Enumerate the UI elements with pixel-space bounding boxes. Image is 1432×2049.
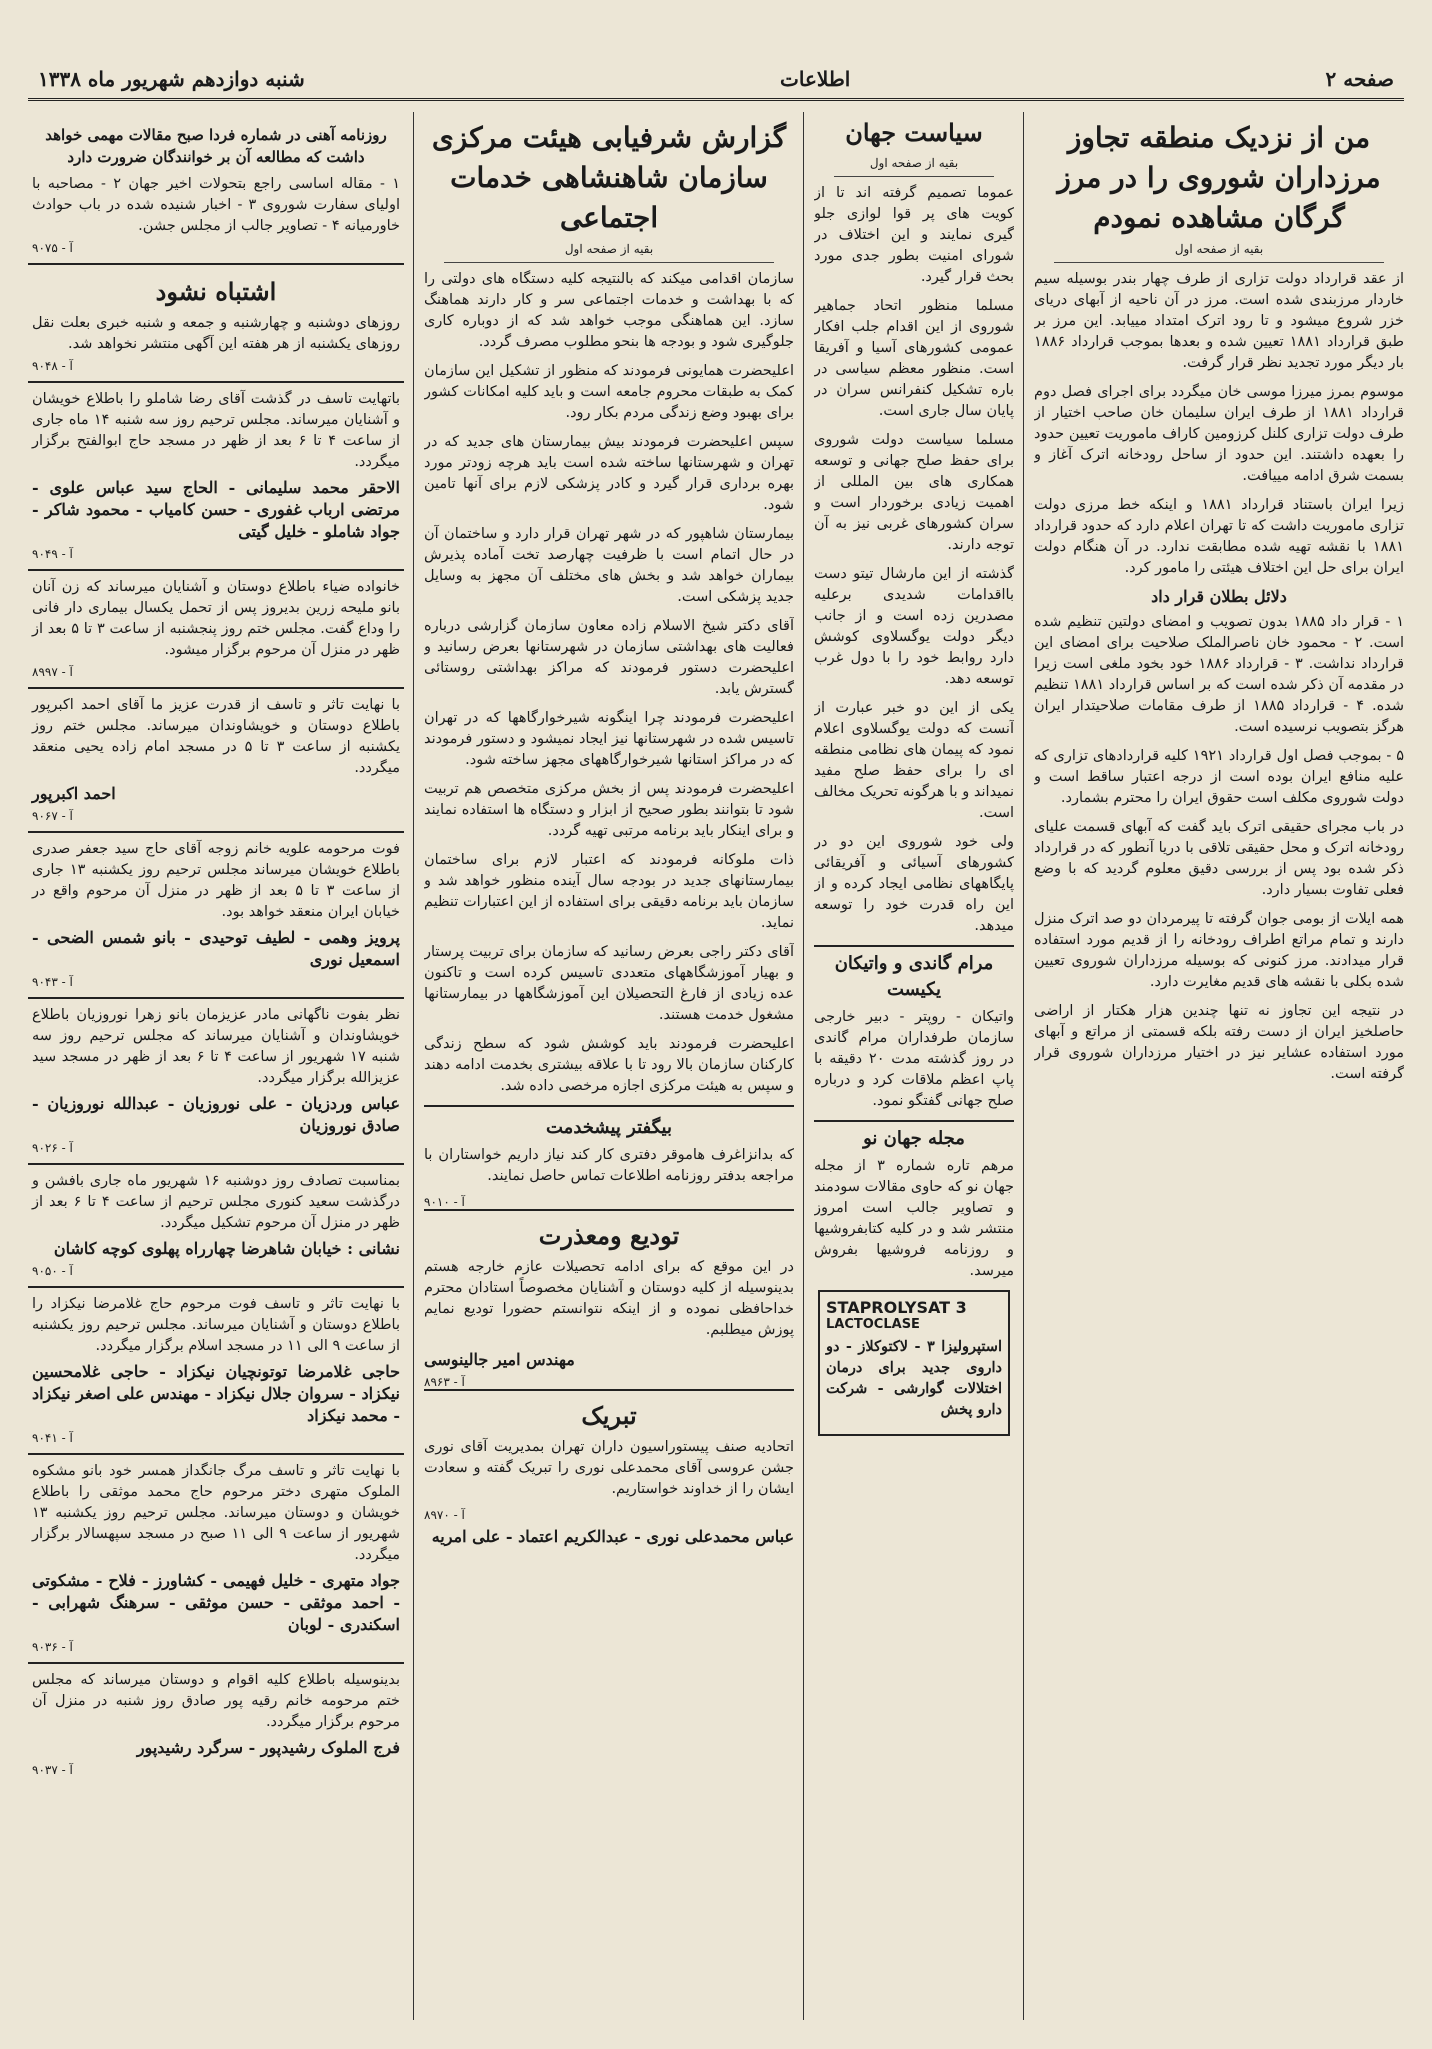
article-paragraph: بیمارستان شاهپور که در شهر تهران قرار دارد و ساختمان آن در حال اتمام است با ظرفیت چهارصد تخت آماده پذیرش بیماران خواهد شد و بخش های مختلف آن مجهز به وسایل جدید پزشکی است. — [424, 526, 794, 605]
article-paragraph: در نتیجه این تجاوز نه تنها چندین هزار هکتار از اراضی حاصلخیز ایران از دست رفته بلکه قسمتی از مراتع و آبهای مورد استفاده عشایر نیز در اختیار مرزداران شوروی قرار گرفته است. — [1034, 1003, 1404, 1082]
notice-text: ۱ - مقاله اساسی راجع بتحولات اخیر جهان ۲ - مصاحبه با اولیای سفارت شوروی ۳ - اخبار شنیده شده در باب حوادث خاورمیانه ۴ - تصاویر جالب از مجلس جشن. — [32, 176, 400, 234]
notice-signature: جواد متهری - خلیل فهیمی - کشاورز - فلاح - مشکوتی - احمد موثقی - حسن موثقی - سرهنگ شهرابی - اسکندری - لوبان — [32, 1571, 400, 1634]
column-divider — [413, 112, 414, 2020]
notice-title: روزنامه آهنی در شماره فردا صبح مقالات مهمی خواهد داشت که مطالعه آن بر خوانندگان ضرورت دارد — [45, 126, 387, 166]
article-paragraph: ولی خود شوروی این دو در کشورهای آسیائی و آفریقائی پایگاههای نظامی ایجاد کرده و از این راه قدرت خود را توسعه میدهد. — [814, 834, 1014, 934]
notice-text: با نهایت تاثر و تاسف فوت مرحوم حاج غلامرضا نیکزاد را باطلاع دوستان و آشنایان میرساند. مجلس ترحیم روز یکشنبه از ساعت ۹ الی ۱۱ در مسجد اسلام برگزار میگردد. — [32, 1296, 400, 1354]
notice-code: ۹۰۶۷ - آ — [32, 809, 73, 823]
farewell-notice — [424, 1209, 794, 1389]
article-paragraph: سپس اعلیحضرت فرمودند بیش بیمارستان های جدید که در تهران و شهرستانها ساخته شده است باید هرچه زودتر مورد بهره برداری قرار گیرد و کادر پزشکی لازم برای آنها تامین شود. — [424, 434, 794, 513]
article-paragraph: اعلیحضرت فرمودند چرا اینگونه شیرخوارگاهها که در تهران تاسیس شده در شهرستانها نیز ایجاد نمیشود و دستور فرمودند که در مراکز استانها شیرخوارگاههای مجهز ساخته شود. — [424, 710, 794, 768]
article-paragraph: واتیکان - روپتر - دبیر خارجی سازمان طرفداران مرام گاندی در روز گذشته مدت ۲۰ دقیقه با پاپ اعظم ملاقات کرد و درباره صلح جهانی گفتگو نمود. — [814, 1009, 1014, 1109]
ad-text: اتحادیه صنف پیستوراسیون داران تهران بمدیریت آقای نوری جشن عروسی آقای محمدعلی نوری را تبریک گفته و سعادت ایشان را از خداوند خواستاریم. — [424, 1439, 794, 1497]
notice-box — [28, 1664, 404, 1785]
ad-text: که بدانزاغرف هاموقر دفتری کار کند نیاز داریم خواستاران با مراجعه بدفتر روزنامه اطلاعات تماس حاصل نمایند. — [424, 1147, 794, 1184]
magazine-headline: مجله جهان نو — [814, 1120, 1014, 1156]
notice-signature: عباس وردزیان - علی نوروزیان - عبدالله نوروزیان - صادق نوروزیان — [32, 1094, 400, 1135]
job-advertisement — [424, 1105, 794, 1209]
notice-code: ۹۰۲۶ - آ — [32, 1141, 73, 1155]
notice-signature: احمد اکبرپور — [32, 784, 116, 803]
article-paragraph: زیرا ایران باستناد قرارداد ۱۸۸۱ و اینکه خط مرزی دولت تزاری ماموریت داشت که تا تهران اعلام دارد که حدود قرارداد ۱۸۸۱ با نقشه تهیه شده مطابقت ندارد. در آن هنگام دولت ایران برای حل این اختلاف هیئتی را مامور کرد. — [1034, 497, 1404, 576]
article-paragraph: مسلما منظور اتحاد جماهیر شوروی از این اقدام جلب افکار عمومی کشورهای آسیا و آفریقا است. منظور معظم سیاسی در باره تشکیل کنفرانس سران در پایان سال جاری است. — [814, 298, 1014, 419]
notice-code: ۹۰۴۳ - آ — [32, 975, 73, 989]
column-lead-story — [1034, 112, 1404, 2020]
article-paragraph: آقای دکتر شیخ الاسلام زاده معاون سازمان گزارشی درباره فعالیت های بهداشتی سازمان در شهرستانها بعرض رسانید و اعلیحضرت دستور فرمودند که مراکز بهداشتی روستائی گسترش یابد. — [424, 618, 794, 697]
ad-title: تبریک — [581, 1401, 637, 1430]
column-divider — [803, 112, 804, 2020]
continued-note: بقیه از صفحه اول — [1054, 240, 1384, 263]
world-politics-headline: سیاست جهان — [845, 118, 983, 147]
notice-code: ۹۰۷۵ - آ — [32, 241, 73, 255]
article-paragraph: ۵ - بموجب فصل اول قرارداد ۱۹۲۱ کلیه قراردادهای تزاری که علیه منافع ایران بوده است از درجه اعتبار ساقط است و دولت شوروی مکلف است حقوق ایران را محترم بشمارد. — [1034, 748, 1404, 806]
notice-box — [28, 1165, 404, 1288]
article-paragraph: اعلیحضرت همایونی فرمودند که منظور از تشکیل این سازمان کمک به طبقات محروم جامعه است و باید کلیه امکانات کشور برای بهبود وضع زندگی مردم بکار رود. — [424, 363, 794, 421]
article-paragraph: همه ایلات از بومی جوان گرفته تا پیرمردان دو صد اترک منزل دارند و تمام مراتع اطراف رودخانه را از قدیم مورد استفاده قرار میدادند. مرز کنونی که بوسیله مرزداران شوروی تعیین شده بکلی با نقشه های قدیم مغایرت دارد. — [1034, 911, 1404, 990]
article-paragraph: ذات ملوکانه فرمودند که اعتبار لازم برای ساختمان بیمارستانهای جدید در بودجه سال آینده منظور خواهد شد و سازمان باید برنامه دقیقی برای استفاده از این اعتبارات تنظیم نماید. — [424, 852, 794, 931]
ad-text: استپرولیزا ۳ - لاکتوکلاز - دو داروی جدید برای درمان اختلالات گوارشی - شرکت دارو پخش — [826, 1338, 1002, 1418]
article-paragraph: عموما تصمیم گرفته اند تا از کویت های پر قوا لوازی جلو گیری نمایند و این اختلاف در شورای امنیت بطور جدی مورد بحث قرار گیرد. — [814, 185, 1014, 285]
ad-text: در این موقع که برای ادامه تحصیلات عازم خارجه هستم بدینوسیله از کلیه دوستان و آشنایان مخصوصاً استادان محترم خداحافظی نموده و از اینکه نتوانستم حضورا تودیع نمایم پوزش میطلبم. — [424, 1259, 794, 1338]
notice-title: اشتباه نشود — [155, 277, 277, 306]
notice-box — [28, 383, 404, 571]
notice-text: با نهایت تاثر و تاسف مرگ جانگداز همسر خود بانو مشکوه الملوک متهری دختر مرحوم حاج محمد موثقی را باطلاع خویشان و دوستان میرساند. مجلس ترحیم روز یکشنبه ۱۳ شهریور از ساعت ۹ الی ۱۱ صبح در مسجد سپهسالار برگزار میگردد. — [32, 1463, 400, 1563]
continued-note: بقیه از صفحه اول — [444, 240, 774, 263]
notice-code: ۹۰۳۶ - آ — [32, 1640, 73, 1654]
article-paragraph: موسوم بمرز میرزا موسی خان میگردد برای اجرای فصل دوم قرارداد ۱۸۸۱ از طرف ایران سلیمان خان صاحب اختیار از طرف دولت تزاری کلنل کرزومین کاراف ماموریت تعیین حدود را بعهده داشتند. این حدود از ساحل رودخانه اترک آغاز و بسمت شرق ادامه مییافت. — [1034, 384, 1404, 484]
article-paragraph: مرهم تاره شماره ۳ از مجله جهان نو که حاوی مقالات سودمند و تصاویر جالب است امروز منتشر شد و در کلیه کتابفروشیها و روزنامه فروشیها بفروش میرسد. — [814, 1158, 1014, 1279]
notice-code: ۹۰۳۷ - آ — [32, 1763, 73, 1777]
notice-text: فوت مرحومه علویه خانم زوجه آقای حاج سید جعفر صدری باطلاع خویشان میرساند مجلس ترحیم روز یکشنبه ۱۳ جاری از ساعت ۳ تا ۵ بعد از ظهر در منزل آن مرحوم واقع در خیابان ایران منعقد خواهد بود. — [32, 841, 401, 920]
column-social-services — [424, 112, 794, 2020]
notice-box — [28, 1455, 404, 1664]
column-world-politics — [814, 112, 1014, 2020]
newspaper-page — [28, 60, 1404, 2020]
continued-note: بقیه از صفحه اول — [834, 154, 994, 177]
notice-signature: پرویز وهمی - لطیف توحیدی - بانو شمس الضحی - اسمعیل نوری — [32, 928, 400, 969]
social-services-headline: گزارش شرفیابی هیئت مرکزی سازمان شاهنشاهی خدمات اجتماعی — [431, 121, 787, 234]
notice-box — [28, 999, 404, 1165]
article-paragraph: آقای دکتر راجی بعرض رسانید که سازمان برای تربیت پرستار و بهیار آموزشگاههای متعددی تاسیس کرده است و تاکنون عده زیادی از فارغ التحصیلان این آموزشگاهها در بیمارستانها مشغول خدمت هستند. — [424, 944, 794, 1023]
notice-box — [28, 112, 404, 265]
ad-code: ۹۰۱۰ - آ — [424, 1195, 465, 1209]
notice-text: بمناسبت تصادف روز دوشنبه ۱۶ شهریور ماه جاری بافشن و درگذشت سعید کنوری مجلس ترحیم از ساعت ۴ تا ۶ بعد از ظهر در منزل آن مرحوم تشکیل میگردد. — [32, 1173, 400, 1231]
lead-headline: من از نزدیک منطقه تجاوز مرزداران شوروی را در مرز گرگان مشاهده نمودم — [1057, 121, 1381, 234]
newspaper-name: اطلاعات — [780, 67, 851, 91]
article-paragraph: سازمان اقدامی میکند که بالنتیجه کلیه دستگاه های دولتی را که با بهداشت و خدمات اجتماعی سر و کار دارند هماهنگ سازد. این هماهنگی موجب خواهد شد که از دوباره کاری جلوگیری شود و بودجه ها بنحو مطلوب مصرف گردد. — [424, 271, 794, 350]
article-paragraph: اعلیحضرت فرمودند پس از بخش مرکزی متخصص هم تربیت شود تا بتوانند بطور صحیح از ابزار و دستگاه ها استفاده نمایند و برای اینکار باید برنامه مرتبی تهیه گردد. — [424, 781, 794, 839]
notice-text: باتهایت تاسف در گذشت آقای رضا شاملو را باطلاع خویشان و آشنایان میرساند. مجلس ترحیم روز سه شنبه ۱۴ ماه جاری از ساعت ۴ تا ۶ بعد از ظهر در مسجد حاج ابوالفتح برگزار میگردد. — [32, 391, 401, 470]
congratulation-notice — [424, 1389, 794, 1548]
masthead — [28, 60, 1404, 101]
notice-box — [28, 833, 404, 999]
notice-text: بدینوسیله باطلاع کلیه اقوام و دوستان میرساند که مجلس ختم مرحومه خانم رقیه پور صادق روز شنبه در منزل آن مرحوم برگزار میگردد. — [32, 1672, 400, 1730]
product-name-latin-2: LACTOCLASE — [826, 1317, 920, 1332]
notice-signature: حاجی غلامرضا توتونچیان نیکزاد - حاجی غلامحسین نیکزاد - سروان جلال نیکزاد - مهندس علی اصغر نیکزاد - محمد نیکزاد — [32, 1362, 400, 1425]
pharma-advertisement — [818, 1290, 1010, 1436]
article-paragraph: از عقد قرارداد دولت تزاری از طرف چهار بندر بوسیله سیم خاردار مرزبندی شده است. مرز در آن ناحیه از آبهای دریای خزر شروع میشود و تا رود اترک امتداد مییابد. این مرز بر طبق قرارداد ۱۸۸۱ تعیین شده و بعدها بموجب قرارداد ۱۸۸۶ بار دیگر مورد تجدید نظر قرار گرفت. — [1034, 271, 1404, 371]
notice-text: روزهای دوشنبه و چهارشنبه و جمعه و شنبه خبری بعلت نقل روزهای یکشنبه از هر هفته این آگهی منتشر نخواهد شد. — [32, 315, 400, 352]
notice-box — [28, 689, 404, 833]
column-divider — [1023, 112, 1024, 2020]
notice-code: ۹۰۴۱ - آ — [32, 1431, 73, 1445]
ad-title: بیگفتر پیشخدمت — [546, 1117, 672, 1138]
ad-signature: عباس محمدعلی نوری - عبدالکریم اعتماد - علی امریه — [431, 1527, 794, 1546]
article-paragraph: ۱ - قرار داد ۱۸۸۵ بدون تصویب و امضای دولتین تنظیم شده است. ۲ - محمود خان ناصرالملک صلاحیت برای امضای این قرارداد نداشت. ۳ - قرارداد ۱۸۸۶ خود بخود ملغی است زیرا در مقدمه آن ذکر شده است که بر اساس قرارداد ۱۸۸۱ تنظیم شده. ۴ - قرارداد ۱۸۸۵ از طرف مقامات صلاحیتدار ایران هرگز بتصویب نرسیده است. — [1034, 614, 1404, 735]
product-name-latin: STAPROLYSAT 3 — [826, 1298, 967, 1317]
article-paragraph: گذشته از این مارشال تیتو دست بااقدامات شدیدی برعلیه مصدرین زده است و از جانب دیگر دولت یوگسلاوی کوشش دارد روابط خود را با دول غرب توسعه دهد. — [814, 566, 1014, 687]
ad-code: ۸۹۶۳ - آ — [424, 1375, 465, 1389]
notice-box — [28, 1288, 404, 1455]
notice-box — [28, 265, 404, 383]
notice-text: با نهایت تاثر و تاسف از قدرت عزیز ما آقای احمد اکبرپور باطلاع دوستان و خویشاوندان میرساند. مجلس ختم روز یکشنبه از ساعت ۳ تا ۵ در مسجد امام زاده یحیی منعقد میگردد. — [32, 697, 400, 776]
article-paragraph: یکی از این دو خبر عبارت از آنست که دولت یوگسلاوی اعلام نمود که پیمان های نظامی منطقه ای را برای حفظ صلح مفید نمیداند و با هرگونه تحریک مخالف است. — [814, 700, 1014, 821]
notice-code: ۹۰۵۰ - آ — [32, 1264, 73, 1278]
notice-box — [28, 571, 404, 689]
page-number: صفحه ۲ — [1325, 67, 1394, 91]
notice-code: ۹۰۴۹ - آ — [32, 547, 73, 561]
article-paragraph: مسلما سیاست دولت شوروی برای حفظ صلح جهانی و توسعه همکاری های بین المللی از اهمیت زیادی برخوردار است و سران کشورهای غربی نیز به آن توجه دارند. — [814, 432, 1014, 553]
notice-code: ۸۹۹۷ - آ — [32, 665, 73, 679]
gandhi-headline: مرام گاندی و واتیکان یکیست — [814, 945, 1014, 1007]
notice-code: ۹۰۴۸ - آ — [32, 359, 73, 373]
ad-title: تودیع ومعذرت — [538, 1221, 680, 1250]
ad-code: ۸۹۷۰ - آ — [424, 1508, 465, 1522]
ad-signature: مهندس امیر جالینوسی — [424, 1350, 575, 1369]
notice-signature: نشانی : خیابان شاهرضا چهارراه پهلوی کوچه کاشان — [53, 1239, 400, 1258]
subheading: دلائل بطلان قرار داد — [1151, 587, 1287, 606]
article-paragraph: در باب مجرای حقیقی اترک باید گفت که آبهای قسمت علیای رودخانه اترک و محل حقیقی تلاقی با دریا آنطور که در قرارداد ذکر شده بود پس از بررسی دقیق معلوم گردید که با وضع فعلی تفاوت بسیار دارد. — [1034, 819, 1404, 898]
notice-text: نظر بفوت ناگهانی مادر عزیزمان بانو زهرا نوروزیان باطلاع خویشاوندان و آشنایان میرساند که مجلس ترحیم روز سه شنبه ۱۷ شهریور از ساعت ۴ تا ۶ بعد از ظهر در مسجد سید عزیزالله برگزار میگردد. — [32, 1007, 400, 1086]
notice-signature: الاحقر محمد سلیمانی - الحاج سید عباس علوی - مرتضی ارباب غفوری - حسن کامیاب - محمود شاکر - جواد شاملو - خلیل گیتی — [32, 478, 400, 541]
article-paragraph: اعلیحضرت فرمودند باید کوشش شود که سطح زندگی کارکنان سازمان بالا رود تا با علاقه بیشتری بخدمت ادامه دهند و سپس به هیئت مرکزی اجازه مرخصی داده شد. — [424, 1036, 794, 1094]
notice-text: خانواده ضیاء باطلاع دوستان و آشنایان میرساند که زن آنان بانو ملیحه زرین بدیروز پس از تحمل یکسال بیماری دار فانی را وداع گفت. مجلس ختم روز پنجشنبه از ساعت ۳ تا ۵ بعد از ظهر در منزل آن مرحوم برگزار میشود. — [32, 579, 400, 658]
issue-date: شنبه دوازدهم شهریور ماه ۱۳۳۸ — [38, 67, 305, 91]
notice-signature: فرج الملوک رشیدپور - سرگرد رشیدپور — [136, 1738, 400, 1757]
column-notices — [28, 112, 404, 2020]
